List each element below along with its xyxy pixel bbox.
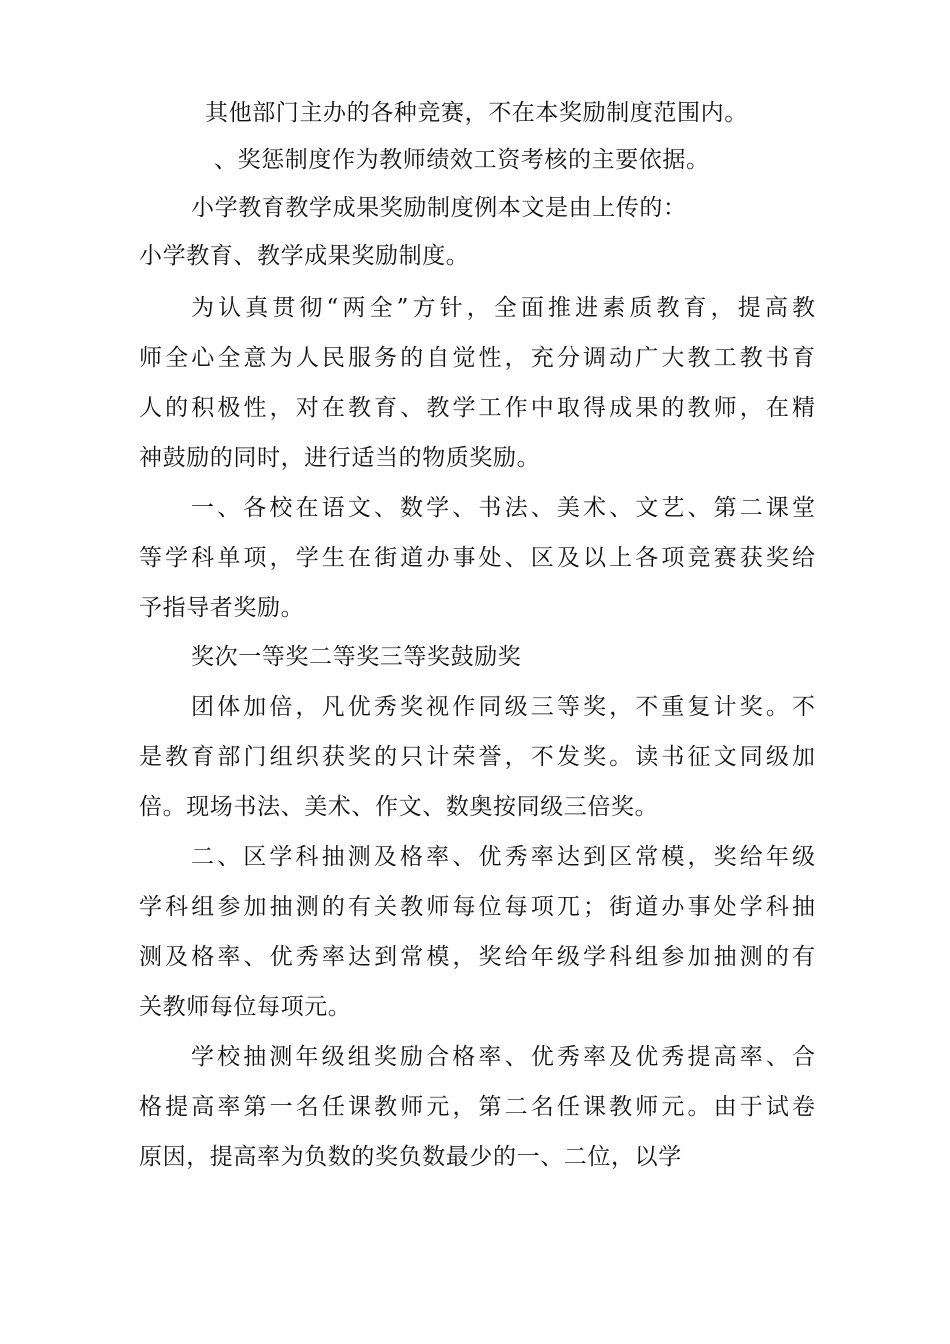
text-line: 奖次一等奖二等奖三等奖鼓励奖 [191, 644, 522, 670]
text-line: 学科组参加抽测的有关教师每位每项兀；街道办事处学科抽 [139, 894, 815, 920]
text-line: 人的积极性，对在教育、教学工作中取得成果的教师，在精 [139, 395, 815, 421]
text-line: 一、各校在语文、数学、书法、美术、文艺、第二课堂 [191, 495, 815, 521]
text-line: 师全心全意为人民服务的自觉性，充分调动广大教工教书育 [139, 345, 815, 371]
text-line: 格提高率第一名任课教师元，第二名任课教师元。由于试卷 [139, 1094, 815, 1120]
text-line: 为认真贯彻“两全”方针，全面推进素质教育，提高教 [191, 295, 815, 321]
text-line: 等学科单项，学生在街道办事处、区及以上各项竞赛获奖给 [139, 545, 815, 571]
text-line: 学校抽测年级组奖励合格率、优秀率及优秀提高率、合 [191, 1044, 815, 1070]
text-line: 小学教育教学成果奖励制度例本文是由上传的： [191, 195, 687, 221]
text-line: 神鼓励的同时，进行适当的物质奖励。 [139, 445, 541, 471]
text-line: 予指导者奖励。 [139, 595, 305, 621]
text-line: 是教育部门组织获奖的只计荣誉，不发奖。读书征文同级加 [139, 744, 815, 770]
text-line: 倍。现场书法、美术、作文、数奥按同级三倍奖。 [139, 794, 659, 820]
text-line: 其他部门主办的各种竞赛，不在本奖励制度范围内。 [205, 100, 748, 126]
text-line: 测及格率、优秀率达到常模，奖给年级学科组参加抽测的有 [139, 944, 815, 970]
text-line: 原因，提高率为负数的奖负数最少的一、二位，以学 [139, 1144, 682, 1170]
text-line: 小学教育、教学成果奖励制度。 [139, 243, 470, 269]
text-line: 、奖惩制度作为教师绩效工资考核的主要依据。 [214, 147, 710, 173]
text-line: 团体加倍，凡优秀奖视作同级三等奖，不重复计奖。不 [191, 694, 815, 720]
text-line: 关教师每位每项元。 [139, 994, 352, 1020]
text-line: 二、区学科抽测及格率、优秀率达到区常模，奖给年级 [191, 844, 815, 870]
